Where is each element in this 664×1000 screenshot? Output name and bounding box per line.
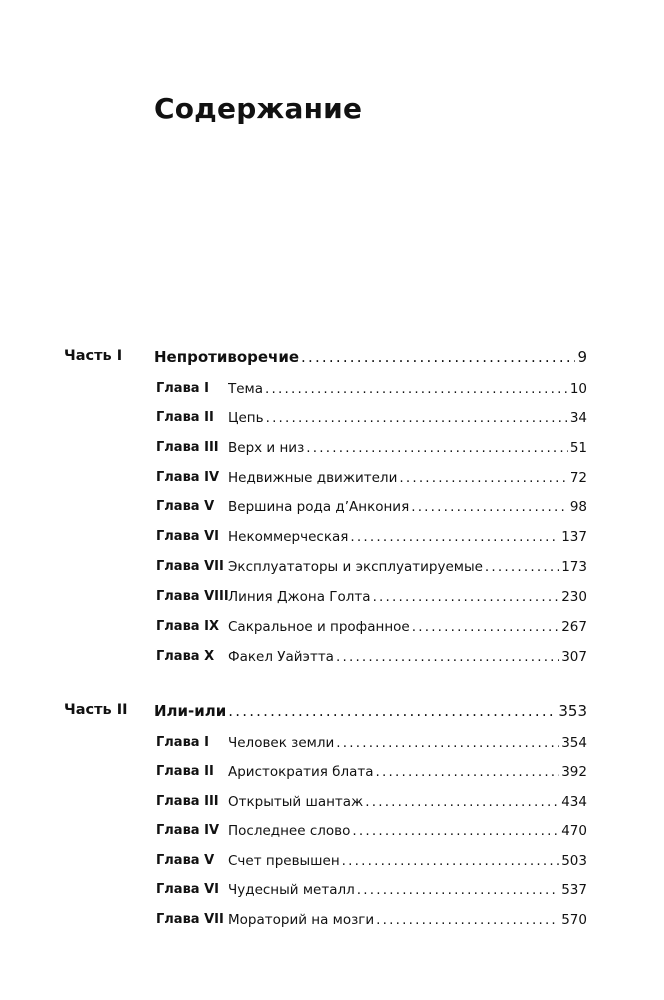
dot-leader: [412, 619, 560, 635]
dot-leader: [336, 735, 559, 751]
toc-chapter-row[interactable]: [0, 617, 664, 641]
chapter-title: Эксплуататоры и эксплуатируемые: [228, 559, 483, 575]
toc-chapter-row[interactable]: [0, 468, 664, 492]
chapter-label: Глава VI: [156, 529, 220, 544]
toc-chapter-row[interactable]: [0, 880, 664, 904]
chapter-label: Глава III: [156, 440, 219, 455]
dot-leader: [399, 470, 567, 486]
chapter-title: Мораторий на мозги: [228, 912, 375, 928]
page-number: 307: [561, 649, 587, 665]
toc-chapter-row[interactable]: [0, 851, 664, 875]
chapter-label: Глава II: [156, 410, 214, 425]
chapter-label: Глава IX: [156, 619, 219, 634]
chapter-label: Глава VI: [156, 882, 220, 897]
dot-leader: [373, 589, 560, 605]
chapter-title: Открытый шантаж: [228, 794, 364, 810]
dot-leader: [365, 794, 559, 810]
dot-leader: [376, 912, 559, 928]
toc-chapter-row[interactable]: [0, 557, 664, 581]
page-number: 137: [561, 529, 587, 545]
part-title: Или-или: [154, 702, 227, 720]
dot-leader: [228, 702, 556, 720]
page-number: 230: [561, 589, 587, 605]
page-number: 173: [561, 559, 587, 575]
page-number: 470: [561, 823, 587, 839]
page-number: 353: [558, 702, 587, 720]
chapter-title: Последнее слово: [228, 823, 351, 839]
page-number: 10: [569, 381, 587, 397]
page-number: 51: [569, 440, 587, 456]
dot-leader: [352, 823, 559, 839]
chapter-label: Глава VII: [156, 912, 224, 927]
chapter-title: Вершина рода д’Анкония: [228, 499, 410, 515]
toc-chapter-row[interactable]: [0, 792, 664, 816]
page-number: 537: [561, 882, 587, 898]
chapter-label: Глава X: [156, 649, 215, 664]
chapter-title: Аристократия блата: [228, 764, 374, 780]
dot-leader: [376, 764, 560, 780]
page-number: 434: [561, 794, 587, 810]
dot-leader: [411, 499, 568, 515]
chapter-label: Глава V: [156, 499, 215, 514]
chapter-title: Линия Джона Голта: [228, 589, 371, 605]
chapter-title: Сакральное и профанное: [228, 619, 410, 635]
page-number: 34: [569, 410, 587, 426]
page-number: 267: [561, 619, 587, 635]
chapter-label: Глава I: [156, 735, 209, 750]
page-title: Содержание: [154, 92, 363, 125]
part-label: Часть II: [64, 702, 128, 718]
chapter-label: Глава IV: [156, 823, 220, 838]
page-number: 503: [561, 853, 587, 869]
toc-chapter-row[interactable]: [0, 821, 664, 845]
chapter-title: Верх и низ: [228, 440, 305, 456]
toc-part-2[interactable]: [0, 702, 664, 726]
page-number: 570: [561, 912, 587, 928]
dot-leader: [350, 529, 559, 545]
toc-chapter-row[interactable]: [0, 438, 664, 462]
toc-chapter-row[interactable]: [0, 497, 664, 521]
dot-leader: [357, 882, 559, 898]
chapter-label: Глава V: [156, 853, 215, 868]
chapter-title: Цепь: [228, 410, 264, 426]
toc-part-1[interactable]: [0, 348, 664, 372]
chapter-label: Глава I: [156, 381, 209, 396]
chapter-title: Факел Уайэтта: [228, 649, 334, 665]
toc-chapter-row[interactable]: [0, 587, 664, 611]
dot-leader: [342, 853, 560, 869]
page-number: 72: [569, 470, 587, 486]
dot-leader: [306, 440, 568, 456]
toc-chapter-row[interactable]: [0, 910, 664, 934]
chapter-label: Глава III: [156, 794, 219, 809]
dot-leader: [336, 649, 559, 665]
page-number: 98: [569, 499, 587, 515]
toc-chapter-row[interactable]: [0, 527, 664, 551]
chapter-title: Человек земли: [228, 735, 335, 751]
page-number: 9: [577, 348, 587, 366]
part-title: Непротиворечие: [154, 348, 300, 366]
dot-leader: [265, 381, 568, 397]
chapter-title: Чудесный металл: [228, 882, 355, 898]
toc-chapter-row[interactable]: [0, 762, 664, 786]
toc-chapter-row[interactable]: [0, 647, 664, 671]
toc-chapter-row[interactable]: [0, 408, 664, 432]
chapter-title: Некоммерческая: [228, 529, 349, 545]
dot-leader: [485, 559, 559, 575]
dot-leader: [266, 410, 568, 426]
chapter-label: Глава VIII: [156, 589, 229, 604]
page-number: 354: [561, 735, 587, 751]
chapter-label: Глава IV: [156, 470, 220, 485]
toc-chapter-row[interactable]: [0, 379, 664, 403]
chapter-label: Глава II: [156, 764, 214, 779]
page-number: 392: [561, 764, 587, 780]
chapter-title: Счет превышен: [228, 853, 340, 869]
toc-chapter-row[interactable]: [0, 733, 664, 757]
chapter-title: Недвижные движители: [228, 470, 398, 486]
chapter-title: Тема: [228, 381, 264, 397]
chapter-label: Глава VII: [156, 559, 224, 574]
dot-leader: [301, 348, 575, 366]
part-label: Часть I: [64, 348, 123, 364]
